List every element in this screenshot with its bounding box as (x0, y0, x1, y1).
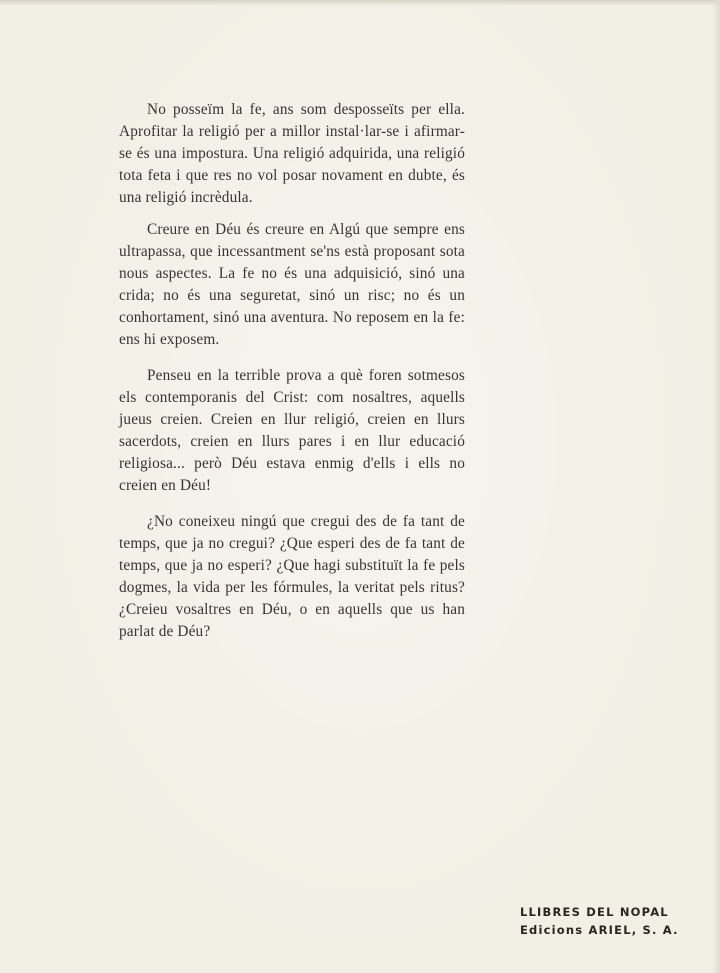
publisher-imprint (520, 903, 679, 939)
series-name: LLIBRES DEL NOPAL (520, 905, 669, 919)
blurb-paragraph-1: No posseïm la fe, ans som desposseïts per ella. Aprofitar la religió per a millor instal·lar-se i afirmar-se és una impostura. Una religió adquirida, una religió tota feta i que res no vol posar novament en dubte, és una religió incrèdula. (119, 101, 465, 206)
blurb-paragraph-2: Creure en Déu és creure en Algú que sempre ens ultrapassa, que incessantment se'ns està proposant sota nous aspectes. La fe no és una adquisició, sinó una crida; no és una seguretat, sinó un risc; no és un conhortament, sinó una aventura. No reposem en la fe: ens hi exposem. (119, 221, 465, 348)
blurb-paragraph-3: Penseu en la terrible prova a què foren sotmesos els contemporanis del Crist: com nosaltres, aquells jueus creien. Creien en llur religió, creien en llurs sacerdots, creien en llurs pares i en llur educació religiosa... però Déu estava enmig d'ells i ells no creien en Déu! (119, 367, 465, 494)
page-right-edge (712, 0, 720, 973)
blurb-text (119, 99, 465, 655)
page-top-edge (0, 0, 720, 6)
blurb-paragraph-4: ¿No coneixeu ningú que cregui des de fa tant de temps, que ja no cregui? ¿Que esperi des de fa tant de temps, que ja no esperi? ¿Que hagi substituït la fe pels dogmes, la vida per les fórmules, la veritat pels ritus? ¿Creieu vosaltres en Déu, o en aquells que us han parlat de Déu? (119, 513, 465, 640)
publisher-name: Edicions ARIEL, S. A. (520, 923, 679, 937)
